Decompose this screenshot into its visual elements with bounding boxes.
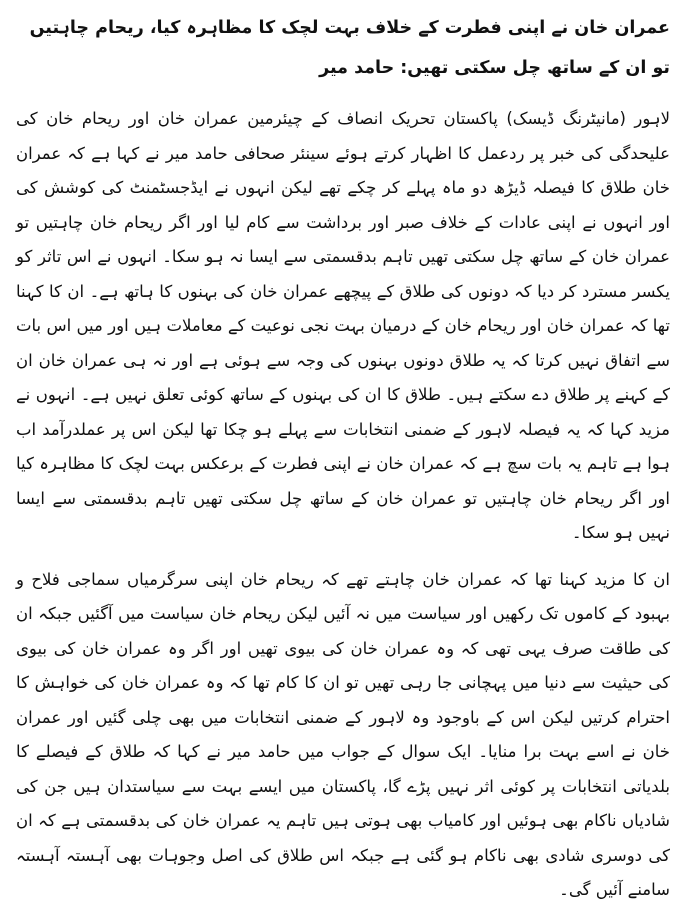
article-paragraph-1: لاہور (مانیٹرنگ ڈیسک) پاکستان تحریک انصاف کے چیئرمین عمران خان اور ریحام خان کی علیحدگی کی خبر پر ردعمل کا اظہار کرتے ہوئے سینئر صحافی حامد میر نے کہا ہے کہ عمران خان طلاق کا فیصلہ ڈیڑھ دو ماہ پہلے کر چکے تھے لیکن انہوں نے ایڈجسٹمنٹ کی کوشش کی اور انہوں نے اپنی عادات کے خلاف صبر اور برداشت سے کام لیا اور اگر ریحام خان چاہتیں تو عمران خان کے ساتھ چل سکتی تھیں تاہم بدقسمتی سے ایسا نہ ہو سکا۔ انہوں نے اس تاثر کو یکسر مسترد کر دیا کہ دونوں کی طلاق کے پیچھے عمران خان کی بہنوں کا ہاتھ ہے۔ ان کا کہنا تھا کہ عمران خان اور ریحام خان کے درمیان بہت نجی نوعیت کے معاملات ہیں اور میں اس بات سے اتفاق نہیں کرتا کہ یہ طلاق دونوں بہنوں کی وجہ سے ہوئی ہے اور نہ ہی عمران خان ان کے کہنے پر طلاق دے سکتے ہیں۔ طلاق کا ان کی بہنوں کے ساتھ کوئی تعلق نہیں ہے۔ انہوں نے مزید کہا کہ یہ فیصلہ لاہور کے ضمنی انتخابات سے پہلے ہو چکا تھا لیکن اس پر عملدرآمد اب ہوا ہے تاہم یہ بات سچ ہے کہ عمران خان نے اپنی فطرت کے برعکس بہت لچک کا مظاہرہ کیا اور اگر ریحام خان چاہتیں تو عمران خان کے ساتھ چل سکتی تھیں تاہم بدقسمتی سے ایسا نہیں ہو سکا۔: [16, 109, 670, 542]
article: [16, 8, 670, 899]
article-paragraph-2: ان کا مزید کہنا تھا کہ عمران خان چاہتے تھے کہ ریحام خان اپنی سرگرمیاں سماجی فلاح و بہبود کے کاموں تک رکھیں اور سیاست میں نہ آئیں لیکن ریحام خان سیاست میں آگئیں جبکہ ان کی طاقت صرف یہی تھی کہ وہ عمران خان کی بیوی تھیں اور اگر وہ عمران خان کی بیوی کی حیثیت سے دنیا میں پہچانی جا رہی تھیں تو ان کا کام تھا کہ وہ عمران خان کی خواہش کا احترام کرتیں لیکن اس کے باوجود وہ لاہور کے ضمنی انتخابات میں بھی چلی گئیں اور عمران خان نے اسے بہت برا منایا۔ ایک سوال کے جواب میں حامد میر نے کہا کہ طلاق کے فیصلے کا بلدیاتی انتخابات پر کوئی اثر نہیں پڑے گا، پاکستان میں ایسے بہت سے سیاستدان ہیں جن کی شادیاں ناکام بھی ہوئیں اور کامیاب بھی ہوتی ہیں تاہم یہ عمران خان کی بدقسمتی ہے کہ ان کی دوسری شادی بھی ناکام ہو گئی ہے جبکہ اس طلاق کی اصل وجوہات بھی آہستہ آہستہ سامنے آئیں گی۔: [16, 569, 670, 899]
article-headline: عمران خان نے اپنی فطرت کے خلاف بہت لچک کا مظاہرہ کیا، ریحام چاہتیں تو ان کے ساتھ چل سکتی تھیں: حامد میر: [29, 18, 670, 78]
